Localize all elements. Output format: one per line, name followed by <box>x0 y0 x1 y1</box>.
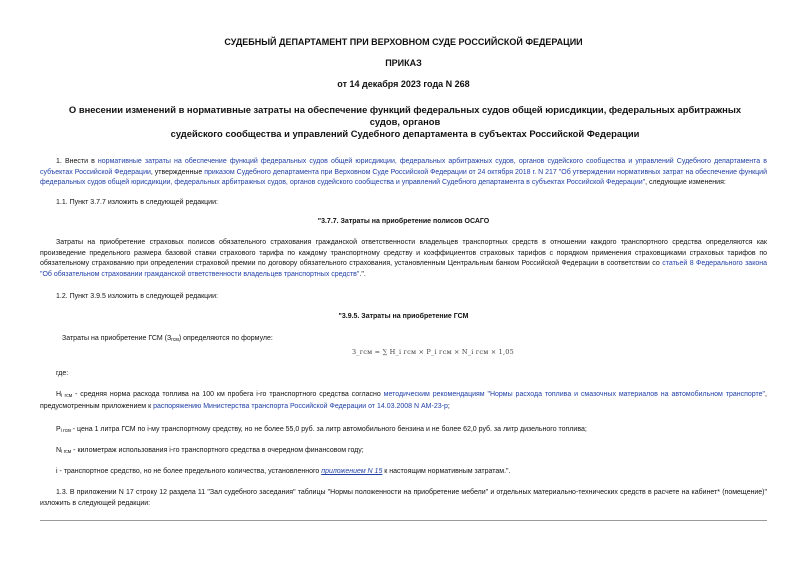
fuel-cost-formula: З_гсм = ∑ Н_i гсм × Р_i гсм × N_i гсм × 1,05 <box>352 348 514 356</box>
paragraph-377-text-2: .". <box>359 270 366 278</box>
document-title-line-1: О внесении изменений в нормативные затраты на обеспечение функций федеральных судов общей юрисдикции, федеральных арбитражных судов, органов <box>68 104 742 127</box>
definition-h-text-2: , предусмотренным приложением к <box>40 391 767 410</box>
formula-intro-text: Затраты на приобретение ГСМ ( <box>62 335 167 342</box>
definition-h <box>40 390 767 412</box>
section-377-heading: "3.7.7. Затраты на приобретение полисов ОСАГО <box>317 218 490 225</box>
price-symbol-sub: i гсм <box>60 428 71 434</box>
paragraph-377-text: Затраты на приобретение страховых полисов обязательного страхования гражданской ответственности владельцев транспортных средств в отношении каждого транспортного средства определяются как произведение предельного размера базовой ставки страхового тарифа по каждому транспортному средству и коэффициентов страховых тарифов с порядком применения страховщиками страховых тарифов по обязательному страхованию при определении страховой премии по договору обязательного страхования, установленным Центральным банком Российской Федерации в соответствии со <box>40 239 767 268</box>
norm-costs-link[interactable]: нормативные затраты на обеспечение функций федеральных судов общей юрисдикции, федеральных арбитражных судов, органов судейского сообщества и управлений Судебного департамента в субъектах Российской Федерации <box>40 158 767 176</box>
definition-p <box>56 425 587 437</box>
department-heading: СУДЕБНЫЙ ДЕПАРТАМЕНТ ПРИ ВЕРХОВНОМ СУДЕ РОССИЙСКОЙ ФЕДЕРАЦИИ <box>224 37 583 47</box>
section-395-heading: "3.9.5. Затраты на приобретение ГСМ <box>338 313 469 320</box>
transport-ministry-order-link[interactable]: распоряжению Министерства транспорта Российской Федерации от 14.03.2008 N АМ-23-р <box>153 402 448 410</box>
formula-intro-text-2: ) определяются по формуле: <box>178 335 273 342</box>
norm-symbol <box>56 391 72 398</box>
paragraph-1-text-3: , следующие изменения: <box>645 179 726 187</box>
definition-n-text: - километраж использования i-го транспортного средства в очередном финансовом году; <box>71 447 364 454</box>
price-symbol <box>56 426 71 433</box>
fuel-cost-symbol-sub: гсм <box>171 337 179 343</box>
document-title-line-2: судейского сообщества и управлений Судебного департамента в субъектах Российской Федерации <box>170 128 640 139</box>
formula-intro <box>62 334 273 346</box>
paragraph-1 <box>40 157 767 189</box>
definition-p-text: - цена 1 литра ГСМ по i-му транспортному средству, но не более 55,0 руб. за литр автомобильного бензина и не более 62,0 руб. за литр дизельного топлива; <box>70 426 587 433</box>
fuel-cost-symbol <box>167 335 179 342</box>
definition-i-text-2: к настоящим нормативным затратам.". <box>382 468 511 475</box>
paragraph-1-3: 1.3. В приложении N 17 строку 12 раздела 11 "Зал судебного заседания" таблицы "Нормы положенности на приобретение мебели" и отдельных материально-технических средств в расчете на кабинет* (помещение)" изложить в следующей редакции: <box>40 489 767 507</box>
definition-h-text: - средняя норма расхода топлива на 100 км пробега i-го транспортного средства согласно <box>72 391 384 398</box>
paragraph-377 <box>40 238 767 280</box>
paragraph-1-text-2: , утвержденные <box>150 168 205 176</box>
definition-n <box>56 446 364 458</box>
price-symbol-letter: Р <box>56 426 61 433</box>
document-title <box>60 104 750 140</box>
order-217-link[interactable]: приказом Судебного департамента при Верховном Суде Российской Федерации от 24 октября 2018 г. N 217 "Об утверждении нормативных затрат на обеспечение функций федеральных судов общей юрисдикции, федеральных арбитражных судов, органов судейского сообщества и управлений Судебного департамента в субъектах Российской Федерации" <box>40 168 767 187</box>
definition-i <box>56 467 510 478</box>
norm-symbol-sub: i гсм <box>61 393 73 399</box>
paragraph-1-text: 1. Внести в <box>56 158 98 165</box>
paragraph-1-2: 1.2. Пункт 3.9.5 изложить в следующей редакции: <box>56 293 218 300</box>
mileage-symbol-sub: i гсм <box>61 449 72 455</box>
norm-symbol-letter: Н <box>56 391 62 398</box>
paragraph-1-1: 1.1. Пункт 3.7.7 изложить в следующей редакции: <box>56 199 218 206</box>
appendix-15-link[interactable]: приложением N 15 <box>321 468 383 475</box>
law-article-8-link[interactable]: статьей 8 Федерального закона "Об обязательном страховании гражданской ответственности владельцев транспортных средств" <box>40 260 767 278</box>
fuel-norms-link[interactable]: методическим рекомендациям "Нормы расхода топлива и смазочных материалов на автомобильном транспорте" <box>383 391 766 398</box>
doc-date-heading: от 14 декабря 2023 года N 268 <box>337 79 470 89</box>
mileage-symbol-letter: N <box>56 447 62 454</box>
where-label: где: <box>56 370 69 377</box>
definition-i-text: i - транспортное средство, но не более предельного количества, установленного <box>56 468 322 475</box>
bottom-divider <box>40 520 767 521</box>
mileage-symbol <box>56 447 71 454</box>
doc-type-heading: ПРИКАЗ <box>385 58 422 68</box>
fuel-cost-symbol-letter: З <box>166 335 172 342</box>
definition-h-text-3: ; <box>447 402 450 410</box>
